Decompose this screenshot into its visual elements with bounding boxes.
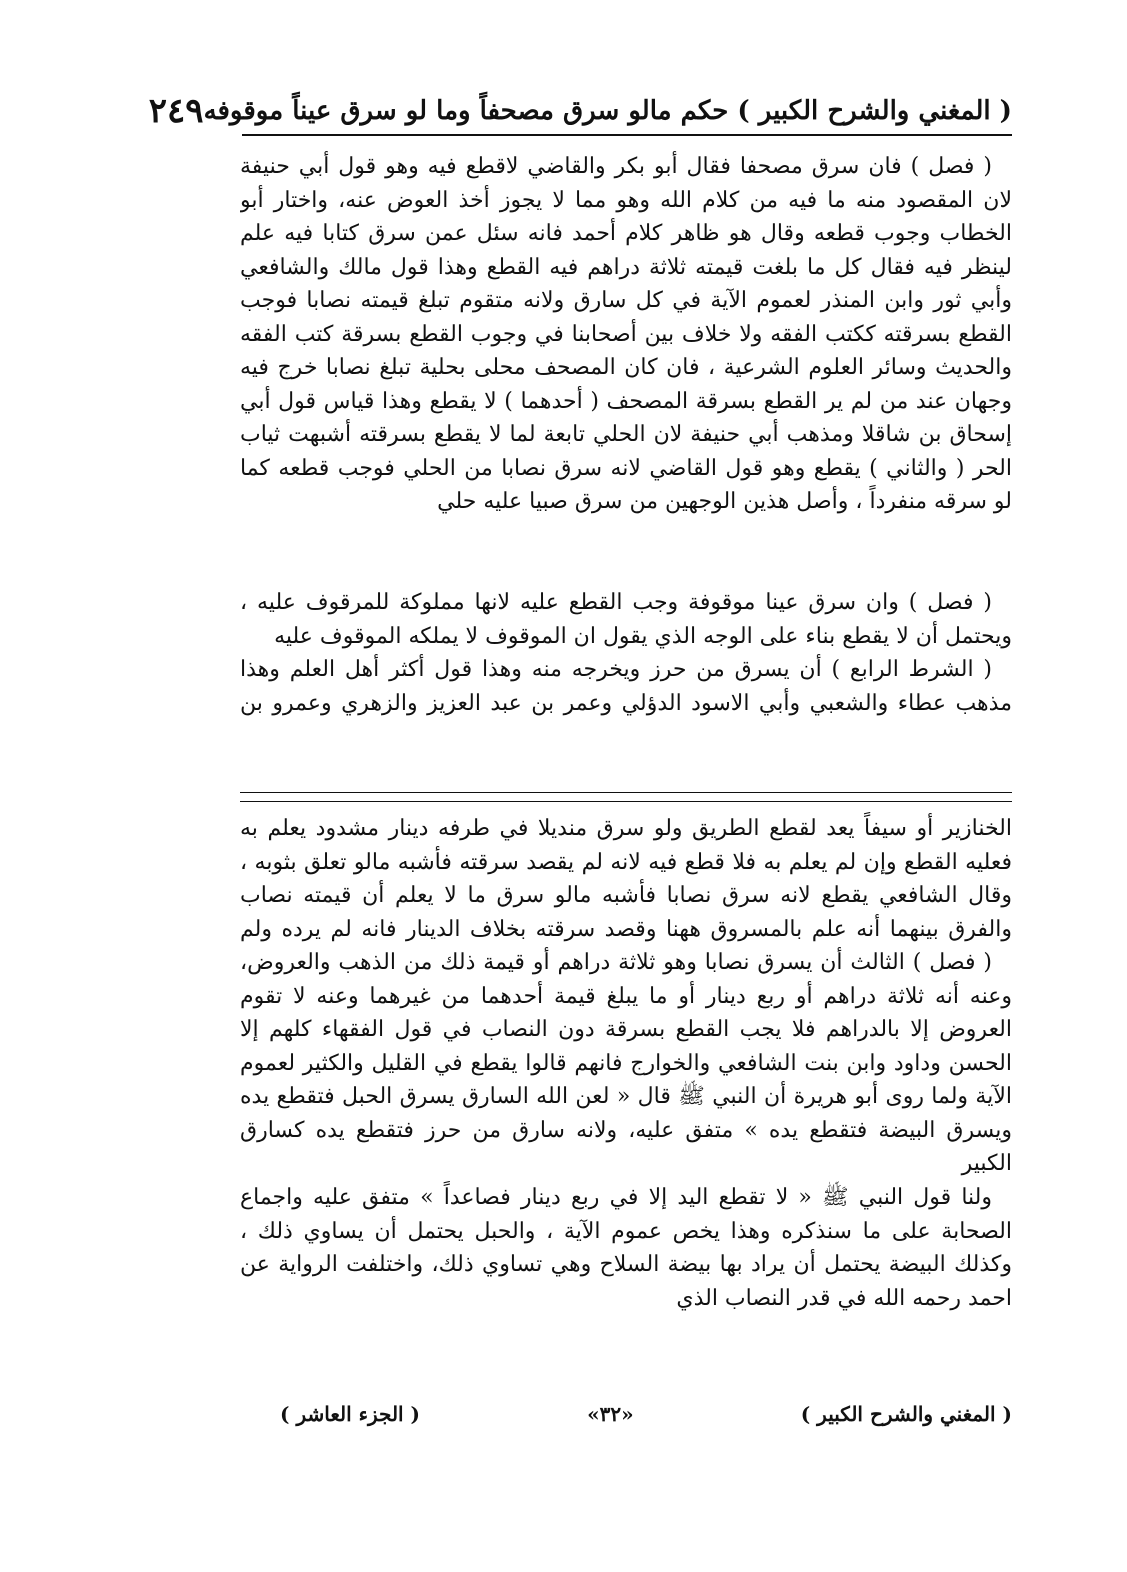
commentary-text [240,812,1012,1412]
page-footer [280,1402,1012,1432]
running-title: ( المغني والشرح الكبير ) حكم مالو سرق مصحفاً وما لو سرق عيناً موقوفه [203,96,1012,126]
paragraph-nisab: ( فصل ) الثالث أن يسرق نصابا وهو ثلاثة دراهم أو قيمة ذلك من الذهب والعروض، وعنه أنه ثلاثة دراهم أو ربع دينار أو ما يبلغ قيمة أحدهما من غيرهما وعنه لا تقوم العروض إلا بالدراهم فلا يجب القطع بسرقة دون النصاب في قول الفقهاء كلهم إلا الحسن وداود وابن بنت الشافعي والخوارج فانهم قالوا يقطع في القليل والكثير لعموم الآية ولما روى أبو هريرة أن النبي ﷺ قال « لعن الله السارق يسرق الحبل فتقطع يده ويسرق البيضة فتقطع يده » متفق عليه، ولانه سارق من حرز فتقطع يده كسارق الكبير [240,950,1012,1176]
footer-book-title: ( المغني والشرح الكبير ) [800,1402,1012,1426]
page-header [148,88,1012,136]
paragraph-mushaf: ( فصل ) فان سرق مصحفا فقال أبو بكر والقاضي لاقطع فيه وهو قول أبي حنيفة لان المقصود منه ما فيه من كلام الله وهو مما لا يجوز أخذ العوض عنه، واختار أبو الخطاب وجوب قطعه وقال هو ظاهر كلام أحمد فانه سئل عمن سرق كتابا فيه علم لينظر فيه فقال كل ما بلغت قيمته ثلاثة دراهم فيه القطع وهذا قول مالك والشافعي وأبي ثور وابن المنذر لعموم الآية في كل سارق ولانه متقوم تبلغ قيمته نصابا فوجب القطع بسرقته ككتب الفقه ولا خلاف بين أصحابنا في وجوب القطع بسرقة كتب الفقه والحديث وسائر العلوم الشرعية ، فان كان المصحف محلى بحلية تبلغ نصابا خرج فيه وجهان عند من لم ير القطع بسرقة المصحف ( أحدهما ) لا يقطع وهذا قياس قول أبي إسحاق بن شاقلا ومذهب أبي حنيفة لان الحلي تابعة لما لا يقطع بسرقته أشبهت ثياب الحر ( والثاني ) يقطع وهو قول القاضي لانه سرق نصابا من الحلي فوجب قطعه كما لو سرقه منفرداً ، وأصل هذين الوجهين من سرق صبيا عليه حلي [240,154,1012,514]
double-rule-divider [240,792,1012,802]
page-number: ٢٤٩ [148,91,204,131]
paragraph-rub-dinar: ولنا قول النبي ﷺ « لا تقطع اليد إلا في ربع دينار فصاعداً » متفق عليه واجماع الصحابة على ما سنذكره وهذا يخص عموم الآية ، والحبل يحتمل أن يساوي ذلك ، وكذلك البيضة يحتمل أن يراد بها بيضة السلاح وهي تساوي ذلك، واختلفت الرواية عن احمد رحمه الله في قدر النصاب الذي [240,1185,1012,1311]
footer-volume: ( الجزء العاشر ) [280,1402,421,1426]
paragraph-mandil: الخنازير أو سيفاً يعد لقطع الطريق ولو سرق منديلا في طرفه دينار مشدود يعلم به فعليه القطع وإن لم يعلم به فلا قطع فيه لانه لم يقصد سرقته فأشبه مالو تعلق بثوبه ، وقال الشافعي يقطع لانه سرق نصابا فأشبه مالو سرق ما لا يعلم أن قيمته نصاب والفرق بينهما أنه علم بالمسروق ههنا وقصد سرقته بخلاف الدينار فانه لم يرده ولم [240,816,1012,942]
paragraph-hirz: ( الشرط الرابع ) أن يسرق من حرز ويخرجه منه وهذا قول أكثر أهل العلم وهذا مذهب عطاء والشعبي وأبي الاسود الدؤلي وعمر بن عبد العزيز والزهري وعمرو بن [240,657,1012,716]
main-text [240,150,1012,773]
paragraph-waqf: ( فصل ) وان سرق عينا موقوفة وجب القطع عليه لانها مملوكة للمرقوف عليه ، ويحتمل أن لا يقطع بناء على الوجه الذي يقول ان الموقوف لا يملكه الموقوف عليه [240,590,1012,649]
footer-signature: «٣٢» [587,1402,634,1426]
